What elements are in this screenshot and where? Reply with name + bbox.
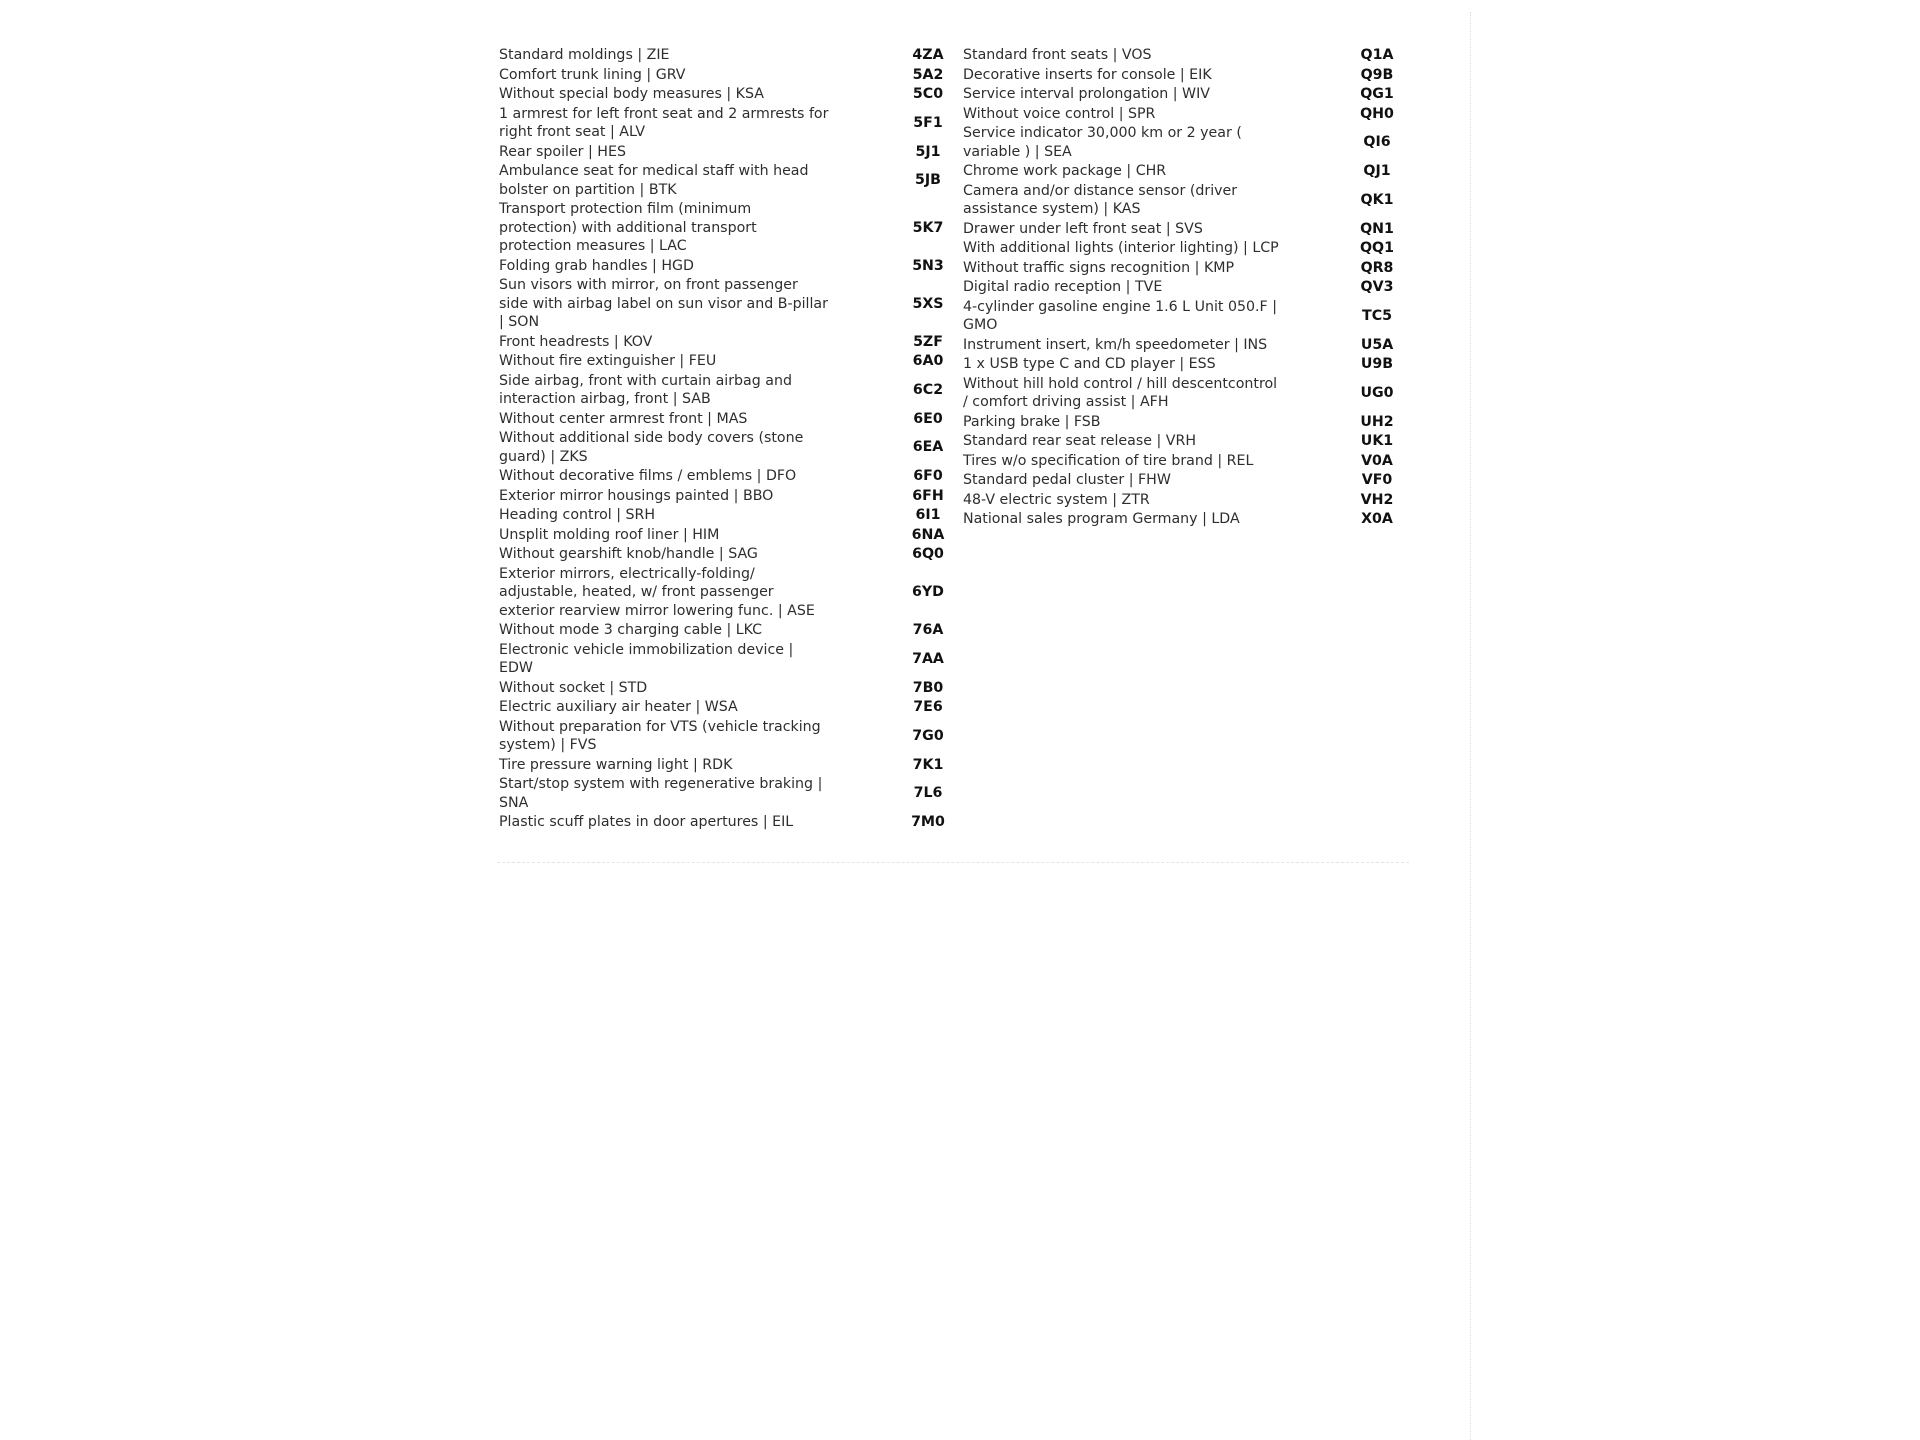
- option-code: QN1: [1360, 220, 1394, 237]
- option-description: Heading control | SRH: [499, 507, 656, 523]
- option-code: QJ1: [1363, 163, 1391, 179]
- option-description: Front headrests | KOV: [499, 333, 653, 350]
- option-row: [963, 298, 1408, 335]
- option-code: QG1: [1360, 86, 1394, 102]
- option-code: 6I1: [915, 507, 941, 523]
- option-code: 7B0: [912, 679, 944, 696]
- option-code: 5F1: [913, 114, 943, 131]
- option-description: Parking brake | FSB: [963, 413, 1101, 430]
- option-code: QR8: [1360, 259, 1394, 276]
- option-code: 6FH: [912, 487, 944, 504]
- option-description: Without fire extinguisher | FEU: [499, 353, 717, 369]
- option-description: Ambulance seat for medical staff with head bolster on partition | BTK: [499, 163, 809, 198]
- option-description: Without socket | STD: [499, 679, 648, 696]
- option-code: VH2: [1360, 491, 1394, 508]
- option-description: Plastic scuff plates in door apertures | EIL: [499, 814, 794, 830]
- option-code: Q9B: [1360, 66, 1394, 83]
- option-description: Standard pedal cluster | FHW: [963, 472, 1171, 488]
- option-description: 1 x USB type C and CD player | ESS: [963, 356, 1216, 372]
- option-description: Standard front seats | VOS: [963, 47, 1152, 63]
- option-row: [963, 471, 1408, 490]
- option-row: [963, 259, 1408, 278]
- option-row: [499, 467, 947, 486]
- option-description: Sun visors with mirror, on front passenger side with airbag label on sun visor and B-pillar | SON: [499, 277, 828, 330]
- option-row: [963, 278, 1408, 297]
- option-code: 5J1: [915, 143, 941, 160]
- option-description: Without gearshift knob/handle | SAG: [499, 546, 758, 562]
- option-row: [499, 410, 947, 429]
- option-row: [499, 698, 947, 717]
- option-row: [499, 105, 947, 142]
- option-code: 5N3: [912, 257, 944, 274]
- option-row: [963, 162, 1408, 181]
- option-row: [499, 276, 947, 332]
- option-row: [499, 46, 947, 65]
- option-code: QK1: [1360, 191, 1394, 208]
- option-row: [963, 124, 1408, 161]
- option-code: TC5: [1362, 307, 1392, 324]
- option-row: [499, 66, 947, 85]
- option-code: V0A: [1361, 452, 1393, 469]
- option-row: [963, 510, 1408, 529]
- option-description: National sales program Germany | LDA: [963, 511, 1240, 527]
- option-row: [963, 85, 1408, 104]
- option-description: Without special body measures | KSA: [499, 86, 764, 102]
- option-description: Without voice control | SPR: [963, 105, 1156, 122]
- option-description: Standard rear seat release | VRH: [963, 433, 1196, 449]
- option-row: [499, 718, 947, 755]
- option-code: 7E6: [913, 699, 943, 715]
- option-description: Tires w/o specification of tire brand | REL: [963, 452, 1254, 469]
- option-row: [499, 257, 947, 276]
- option-description: Exterior mirror housings painted | BBO: [499, 487, 774, 504]
- option-row: [499, 487, 947, 506]
- option-description: Folding grab handles | HGD: [499, 257, 694, 274]
- option-description: Without decorative films / emblems | DFO: [499, 468, 797, 484]
- option-row: [963, 375, 1408, 412]
- option-row: [499, 143, 947, 162]
- option-row: [963, 355, 1408, 374]
- option-row: [499, 429, 947, 466]
- option-row: [499, 526, 947, 545]
- option-code: U5A: [1360, 336, 1394, 353]
- option-code: 5ZF: [913, 333, 943, 350]
- option-row: [499, 333, 947, 352]
- option-code: 5K7: [912, 219, 944, 236]
- option-row: [963, 105, 1408, 124]
- option-code: 7G0: [912, 727, 944, 744]
- option-code: 6Q0: [912, 546, 944, 562]
- option-code: QV3: [1360, 279, 1394, 295]
- option-code: 5JB: [915, 172, 941, 189]
- option-row: [499, 162, 947, 199]
- option-row: [499, 352, 947, 371]
- option-description: 1 armrest for left front seat and 2 armrests for right front seat | ALV: [499, 105, 829, 140]
- left-options-column: [499, 46, 947, 833]
- option-description: Without mode 3 charging cable | LKC: [499, 622, 763, 638]
- option-row: [963, 491, 1408, 510]
- option-code: 7K1: [912, 756, 944, 773]
- option-row: [499, 775, 947, 812]
- option-code: 4ZA: [912, 47, 944, 63]
- option-code: QQ1: [1360, 240, 1394, 256]
- option-row: [499, 641, 947, 678]
- option-description: 48-V electric system | ZTR: [963, 491, 1150, 508]
- option-description: Exterior mirrors, electrically-folding/ adjustable, heated, w/ front passenger exterior rearview mirror lowering func. | ASE: [499, 565, 815, 619]
- option-description: Instrument insert, km/h speedometer | INS: [963, 336, 1268, 353]
- option-description: 4-cylinder gasoline engine 1.6 L Unit 050.F | GMO: [963, 298, 1277, 333]
- option-code: 5A2: [912, 66, 944, 83]
- option-code: U9B: [1360, 356, 1394, 372]
- option-description: Without additional side body covers (stone guard) | ZKS: [499, 430, 804, 465]
- option-row: [963, 239, 1408, 258]
- option-code: QH0: [1360, 105, 1394, 122]
- option-code: 76A: [912, 622, 944, 638]
- bottom-rule: [497, 862, 1409, 863]
- option-description: Electric auxiliary air heater | WSA: [499, 699, 738, 715]
- option-code: 6YD: [912, 584, 944, 600]
- option-description: Without traffic signs recognition | KMP: [963, 259, 1235, 276]
- option-row: [963, 336, 1408, 355]
- option-description: Electronic vehicle immobilization device | EDW: [499, 641, 794, 676]
- option-row: [499, 679, 947, 698]
- option-code: UH2: [1360, 413, 1394, 430]
- option-row: [963, 66, 1408, 85]
- option-description: Start/stop system with regenerative braking | SNA: [499, 776, 823, 811]
- option-code: 6E0: [913, 410, 943, 427]
- option-row: [963, 182, 1408, 219]
- option-code: 6A0: [912, 353, 944, 369]
- option-description: Standard moldings | ZIE: [499, 47, 670, 63]
- option-code: 5C0: [912, 86, 944, 102]
- option-description: Unsplit molding roof liner | HIM: [499, 526, 720, 543]
- option-description: Camera and/or distance sensor (driver assistance system) | KAS: [963, 182, 1238, 217]
- option-code: 6C2: [912, 381, 944, 398]
- option-description: Rear spoiler | HES: [499, 143, 626, 160]
- option-description: Digital radio reception | TVE: [963, 279, 1163, 295]
- option-row: [499, 545, 947, 564]
- right-options-column: [963, 46, 1408, 530]
- option-description: Without center armrest front | MAS: [499, 410, 748, 427]
- scan-edge-line: [1470, 12, 1471, 1440]
- option-description: Side airbag, front with curtain airbag and interaction airbag, front | SAB: [499, 372, 792, 407]
- option-row: [499, 756, 947, 775]
- option-code: 7AA: [912, 650, 944, 667]
- option-description: With additional lights (interior lighting) | LCP: [963, 240, 1279, 256]
- option-code: VF0: [1361, 472, 1393, 488]
- option-row: [499, 565, 947, 621]
- option-code: 5XS: [912, 295, 944, 312]
- option-row: [499, 621, 947, 640]
- option-row: [499, 372, 947, 409]
- option-code: X0A: [1361, 511, 1393, 527]
- option-row: [499, 85, 947, 104]
- option-code: UG0: [1360, 384, 1394, 401]
- option-description: Comfort trunk lining | GRV: [499, 66, 686, 83]
- option-code: 7L6: [913, 785, 943, 802]
- option-description: Service indicator 30,000 km or 2 year ( variable ) | SEA: [963, 125, 1242, 160]
- option-code: 6EA: [912, 439, 944, 456]
- option-row: [963, 432, 1408, 451]
- option-row: [963, 220, 1408, 239]
- option-code: QI6: [1363, 134, 1391, 151]
- option-code: UK1: [1360, 433, 1394, 449]
- option-row: [499, 200, 947, 256]
- option-description: Without hill hold control / hill descentcontrol / comfort driving assist | AFH: [963, 375, 1278, 410]
- option-description: Tire pressure warning light | RDK: [499, 756, 733, 773]
- option-row: [499, 813, 947, 832]
- option-description: Chrome work package | CHR: [963, 163, 1167, 179]
- option-row: [963, 46, 1408, 65]
- option-description: Decorative inserts for console | EIK: [963, 66, 1212, 83]
- option-code: 6NA: [911, 526, 945, 543]
- option-description: Without preparation for VTS (vehicle tracking system) | FVS: [499, 718, 821, 753]
- option-description: Service interval prolongation | WIV: [963, 86, 1210, 102]
- option-description: Drawer under left front seat | SVS: [963, 220, 1203, 237]
- option-code: 7M0: [911, 814, 945, 830]
- option-code: 6F0: [913, 468, 943, 484]
- option-description: Transport protection film (minimum protection) with additional transport protection measures | LAC: [499, 201, 757, 254]
- option-code: Q1A: [1360, 47, 1394, 63]
- option-row: [963, 452, 1408, 471]
- option-row: [499, 506, 947, 525]
- option-row: [963, 413, 1408, 432]
